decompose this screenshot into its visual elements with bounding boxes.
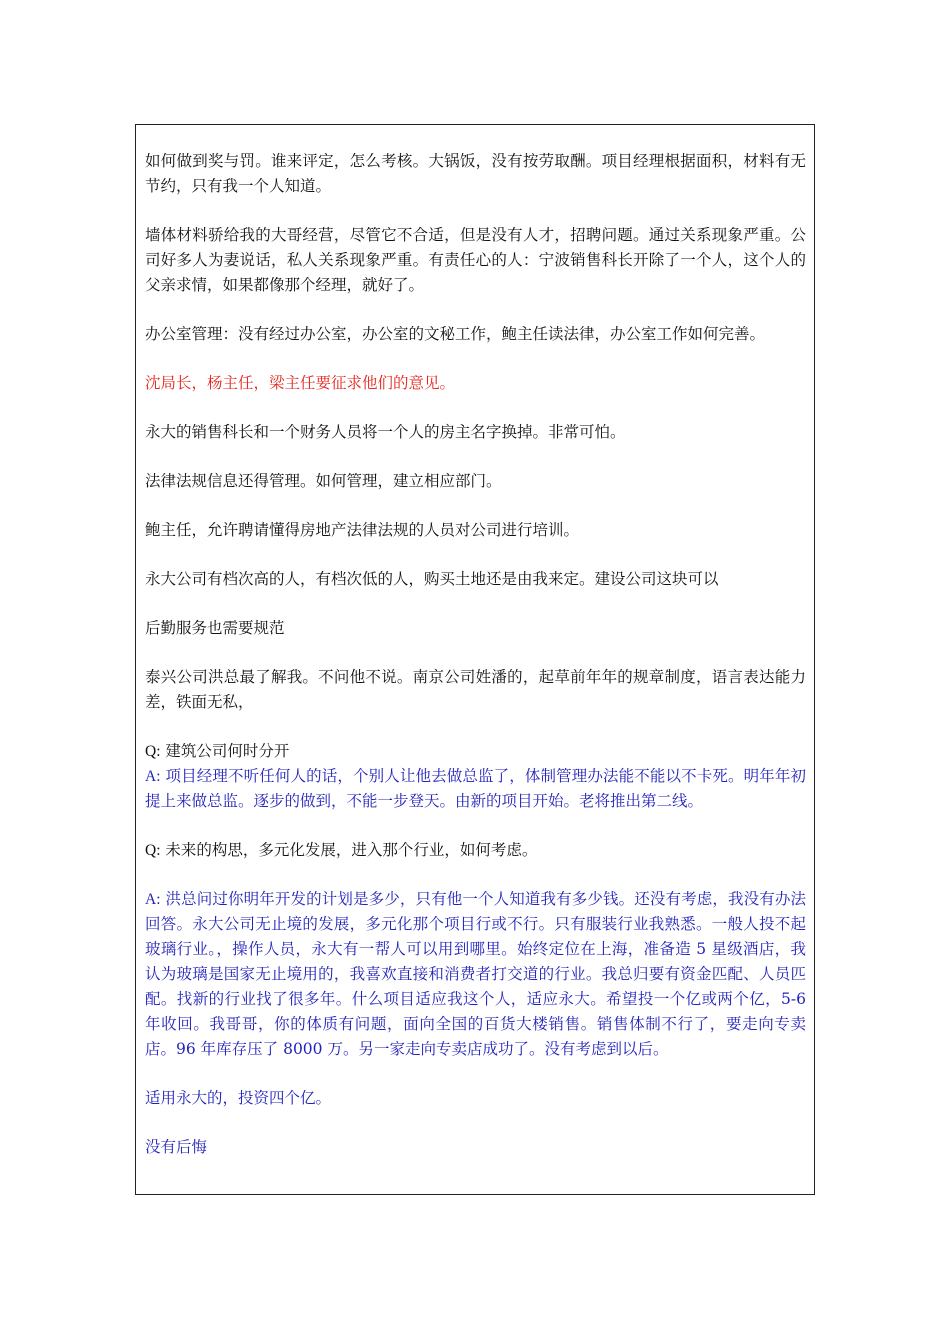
question-text: 建筑公司何时分开 <box>160 742 290 760</box>
answer-label: A: <box>145 768 161 785</box>
paragraph-legal-training: 鲍主任，允许聘请懂得房地产法律法规的人员对公司进行培训。 <box>145 521 580 539</box>
answer-text: 项目经理不听任何人的话，个别人让他去做总监了，体制管理办法能不能以不卡死。明年年初提上来做总监。逐步的做到，不能一步登天。由新的项目开始。老将推出第二线。 <box>145 767 806 810</box>
paragraph-investment: 适用永大的，投资四个亿。 <box>145 1089 332 1107</box>
paragraph-reward-punishment: 如何做到奖与罚。谁来评定，怎么考核。大锅饭，没有按劳取酬。项目经理根据面积，材料有无节约，只有我一个人知道。 <box>145 152 806 195</box>
paragraph-land-purchase: 永大公司有档次高的人，有档次低的人，购买土地还是由我来定。建设公司这块可以 <box>145 570 719 588</box>
paragraph-wall-materials: 墙体材料骄给我的大哥经营，尽管它不合适，但是没有人才，招聘问题。通过关系现象严重。公司好多人为妻说话，私人关系现象严重。有责任心的人：宁波销售科长开除了一个人，这个人的父亲求情，如果都像那个经理，就好了。 <box>145 226 806 294</box>
question-1 <box>145 739 806 764</box>
answer-1 <box>145 764 806 814</box>
paragraph-logistics: 后勤服务也需要规范 <box>145 619 285 637</box>
paragraph-legal-info: 法律法规信息还得管理。如何管理，建立相应部门。 <box>145 472 502 490</box>
question-2 <box>145 838 806 863</box>
answer-label: A: <box>145 891 161 908</box>
paragraph-taixing-company: 泰兴公司洪总最了解我。不问他不说。南京公司姓潘的，起草前年年的规章制度，语言表达能力差，铁面无私， <box>145 668 806 711</box>
paragraph-sales-chief: 永大的销售科长和一个财务人员将一个人的房主名字换掉。非常可怕。 <box>145 423 626 441</box>
paragraph-consult-leaders: 沈局长，杨主任，梁主任要征求他们的意见。 <box>145 374 456 392</box>
answer-2 <box>145 887 806 1062</box>
paragraph-no-regret: 没有后悔 <box>145 1138 208 1156</box>
question-label: Q: <box>145 743 161 760</box>
document-body <box>145 149 806 1160</box>
answer-text: 洪总问过你明年开发的计划是多少，只有他一个人知道我有多少钱。还没有考虑，我没有办法回答。永大公司无止境的发展，多元化那个项目行或不行。只有服装行业我熟悉。一般人投不起玻璃行业。，操作人员，永大有一帮人可以用到哪里。始终定位在上海，准备造 5 星级酒店，我认为玻璃是国家无止境用的，我喜欢直接和消费者打交道的行业。我总归要有资金匹配、人员匹配。找新的行业找了很多年。什么项目适应我这个人，适应永大。希望投一个亿或两个亿，5-6 年收回。我哥哥，你的体质有问题，面向全国的百货大楼销售。销售体制不行了，要走向专卖店。96 年库存压了 8000 万。另一家走向专卖店成功了。没有考虑到以后。 <box>145 890 806 1058</box>
paragraph-office-management: 办公室管理：没有经过办公室，办公室的文秘工作，鲍主任读法律，办公室工作如何完善。 <box>145 325 766 343</box>
document-frame <box>135 124 815 1195</box>
question-text: 未来的构思，多元化发展，进入那个行业，如何考虑。 <box>160 841 538 859</box>
question-label: Q: <box>145 842 161 859</box>
